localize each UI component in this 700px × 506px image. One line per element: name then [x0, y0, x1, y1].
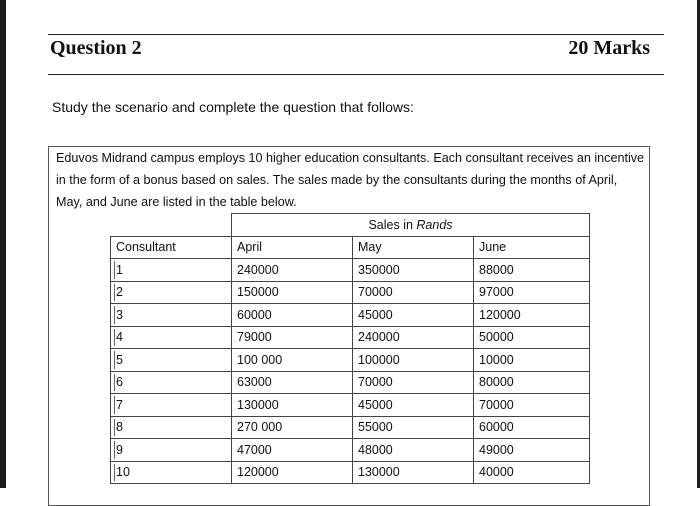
table-header-row [111, 236, 590, 259]
cell-may: 45000 [353, 394, 474, 417]
cell-may: 48000 [353, 439, 474, 462]
cell-april: 150000 [232, 281, 353, 304]
question-title: Question 2 [50, 37, 142, 59]
cell-april: 270 000 [232, 416, 353, 439]
header-june: June [474, 236, 590, 259]
cell-june: 70000 [474, 394, 590, 417]
table-row [111, 304, 590, 327]
cell-consultant: 6 [111, 371, 232, 394]
cell-consultant: 9 [111, 439, 232, 462]
header-april: April [232, 236, 353, 259]
instruction-text: Study the scenario and complete the question that follows: [52, 99, 414, 115]
cell-consultant: 8 [111, 416, 232, 439]
cell-consultant: 10 [111, 461, 232, 484]
cell-april: 130000 [232, 394, 353, 417]
cell-june: 10000 [474, 349, 590, 372]
cell-april: 47000 [232, 439, 353, 462]
table-row [111, 349, 590, 372]
cell-consultant: 7 [111, 394, 232, 417]
cell-consultant: 2 [111, 281, 232, 304]
scenario-text: Eduvos Midrand campus employs 10 higher education consultants. Each consultant receives an incentive in the form of a bonus based on sales. The sales made by the consultants during the months of April, May, and June are listed in the table below. [56, 151, 645, 209]
table-row [111, 439, 590, 462]
cell-april: 63000 [232, 371, 353, 394]
header-may: May [353, 236, 474, 259]
table-row [111, 371, 590, 394]
table-row [111, 394, 590, 417]
cell-may: 70000 [353, 371, 474, 394]
cell-june: 40000 [474, 461, 590, 484]
cell-may: 55000 [353, 416, 474, 439]
cell-april: 100 000 [232, 349, 353, 372]
cell-april: 120000 [232, 461, 353, 484]
cell-april: 240000 [232, 259, 353, 282]
cell-may: 70000 [353, 281, 474, 304]
header-rule-top [48, 34, 664, 35]
cell-june: 49000 [474, 439, 590, 462]
table-row [111, 416, 590, 439]
table-row [111, 461, 590, 484]
table-body [111, 259, 590, 484]
cell-april: 79000 [232, 326, 353, 349]
cell-may: 240000 [353, 326, 474, 349]
cell-june: 120000 [474, 304, 590, 327]
table-caption-row [111, 214, 590, 237]
cell-may: 100000 [353, 349, 474, 372]
cell-consultant: 5 [111, 349, 232, 372]
left-edge-shadow [0, 0, 6, 488]
table-row [111, 326, 590, 349]
question-marks: 20 Marks [568, 37, 650, 59]
cell-june: 97000 [474, 281, 590, 304]
table-caption [232, 214, 590, 237]
cell-june: 50000 [474, 326, 590, 349]
cell-april: 60000 [232, 304, 353, 327]
cell-june: 88000 [474, 259, 590, 282]
cell-may: 45000 [353, 304, 474, 327]
cell-consultant: 3 [111, 304, 232, 327]
header-rule-bottom [48, 74, 664, 75]
caption-prefix: Sales in [368, 217, 417, 232]
table-row [111, 259, 590, 282]
cell-may: 130000 [353, 461, 474, 484]
sales-table [110, 213, 590, 484]
cell-may: 350000 [353, 259, 474, 282]
caption-spacer [111, 214, 232, 237]
table-row [111, 281, 590, 304]
cell-consultant: 4 [111, 326, 232, 349]
caption-unit: Rands [416, 217, 453, 232]
cell-june: 60000 [474, 416, 590, 439]
cell-consultant: 1 [111, 259, 232, 282]
cell-june: 80000 [474, 371, 590, 394]
header-consultant: Consultant [111, 236, 232, 259]
